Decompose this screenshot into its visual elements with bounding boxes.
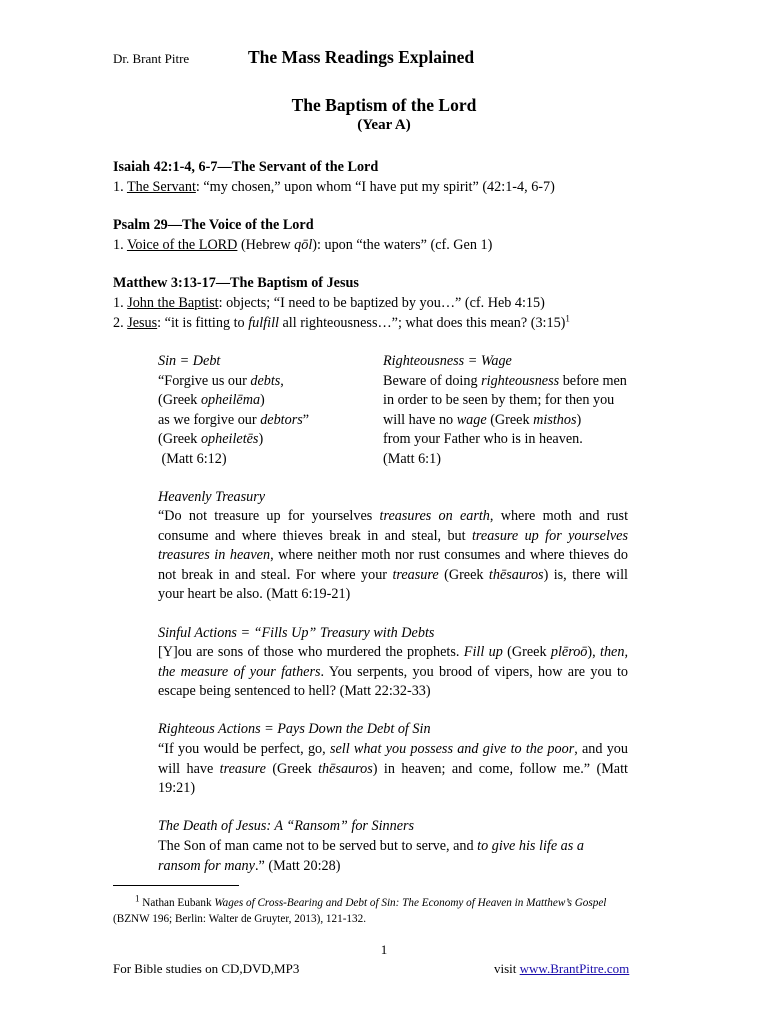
section-heading-matthew: Matthew 3:13-17—The Baptism of Jesus [113,275,359,291]
heavenly-treasury-heading: Heavenly Treasury [158,489,266,505]
footnote-separator [113,885,239,886]
page-number: 1 [380,942,388,957]
series-title: The Mass Readings Explained [248,47,475,67]
matthew-point-2: 2. Jesus: “it is fitting to fulfill all righteousness…”; what does this mean? (3:15)$^1$ [113,313,570,331]
sin-debt-column: Sin = Debt “Forgive us our debts, (Greek opheilēma) as we forgive our debtors” (Greek opheiletēs) (Matt 6:12) [158,353,310,467]
section-heading-psalm: Psalm 29—The Voice of the Lord [113,217,314,233]
footer-text: For Bible studies on CD,DVD,MP3 [113,961,300,976]
matthew-point-1: 1. John the Baptist: objects; “I need to be baptized by you…” (cf. Heb 4:15) [113,295,545,311]
heavenly-treasury-quote: “Do not treasure up for yourselves treasures on earth, where moth and rust consume and where thieves break in and steal, but treasure up for yourselves treasures in heaven, where neither moth nor rust consumes and where thieves do not break in and steal. For where your treasure (Greek thēsauros) is, there will your heart be also. (Matt 6:19-21) [158,508,629,603]
righteousness-wage-column: Righteousness = Wage Beware of doing righteousness before men in order to be seen by them; for then you will have no wage (Greek misthos) from your Father who is in heaven. (Matt 6:1) [383,353,627,467]
death-of-jesus-quote: The Son of man came not to be served but to serve, and to give his life as a ransom for many.” (Matt 20:28) [158,838,584,874]
footnote-text: $^1$ Nathan Eubank Wages of Cross-Bearing and Debt of Sin: The Economy of Heaven in Matthew’s Gospel (BZNW 196; Berlin: Walter de Gruyter, 2013), 121-132. [113,893,607,925]
righteous-actions-heading: Righteous Actions = Pays Down the Debt of Sin [158,721,431,737]
footer-visit: visit www.BrantPitre.com [494,961,630,976]
page-title: The Baptism of the Lord [291,95,477,115]
righteousness-wage-heading: Righteousness = Wage [383,353,512,369]
righteous-actions-quote: “If you would be perfect, go, sell what you possess and give to the poor, and you will have treasure (Greek thēsauros) in heaven; and come, follow me.” (Matt 19:21) [158,741,628,797]
section-heading-isaiah: Isaiah 42:1-4, 6-7—The Servant of the Lord [113,159,379,175]
isaiah-point-1: 1. The Servant: “my chosen,” upon whom “I have put my spirit” (42:1-4, 6-7) [113,179,555,195]
sinful-actions-quote: [Y]ou are sons of those who murdered the prophets. Fill up (Greek plēroō), then, the measure of your fathers. You serpents, you brood of vipers, how are you to escape being sentenced to hell? (Matt 22:32-33) [158,644,629,700]
author-name: Dr. Brant Pitre [113,51,190,66]
website-link[interactable]: www.BrantPitre.com [519,961,630,976]
psalm-point-1: 1. Voice of the LORD (Hebrew qōl): upon “the waters” (cf. Gen 1) [113,237,493,253]
sinful-actions-heading: Sinful Actions = “Fills Up” Treasury with Debts [158,625,435,641]
footnote-marker: 1 [565,313,570,324]
sin-debt-heading: Sin = Debt [158,353,221,369]
page-subtitle: (Year A) [357,117,411,133]
footnote-number: 1 [135,893,140,904]
death-of-jesus-heading: The Death of Jesus: A “Ransom” for Sinners [158,818,415,834]
